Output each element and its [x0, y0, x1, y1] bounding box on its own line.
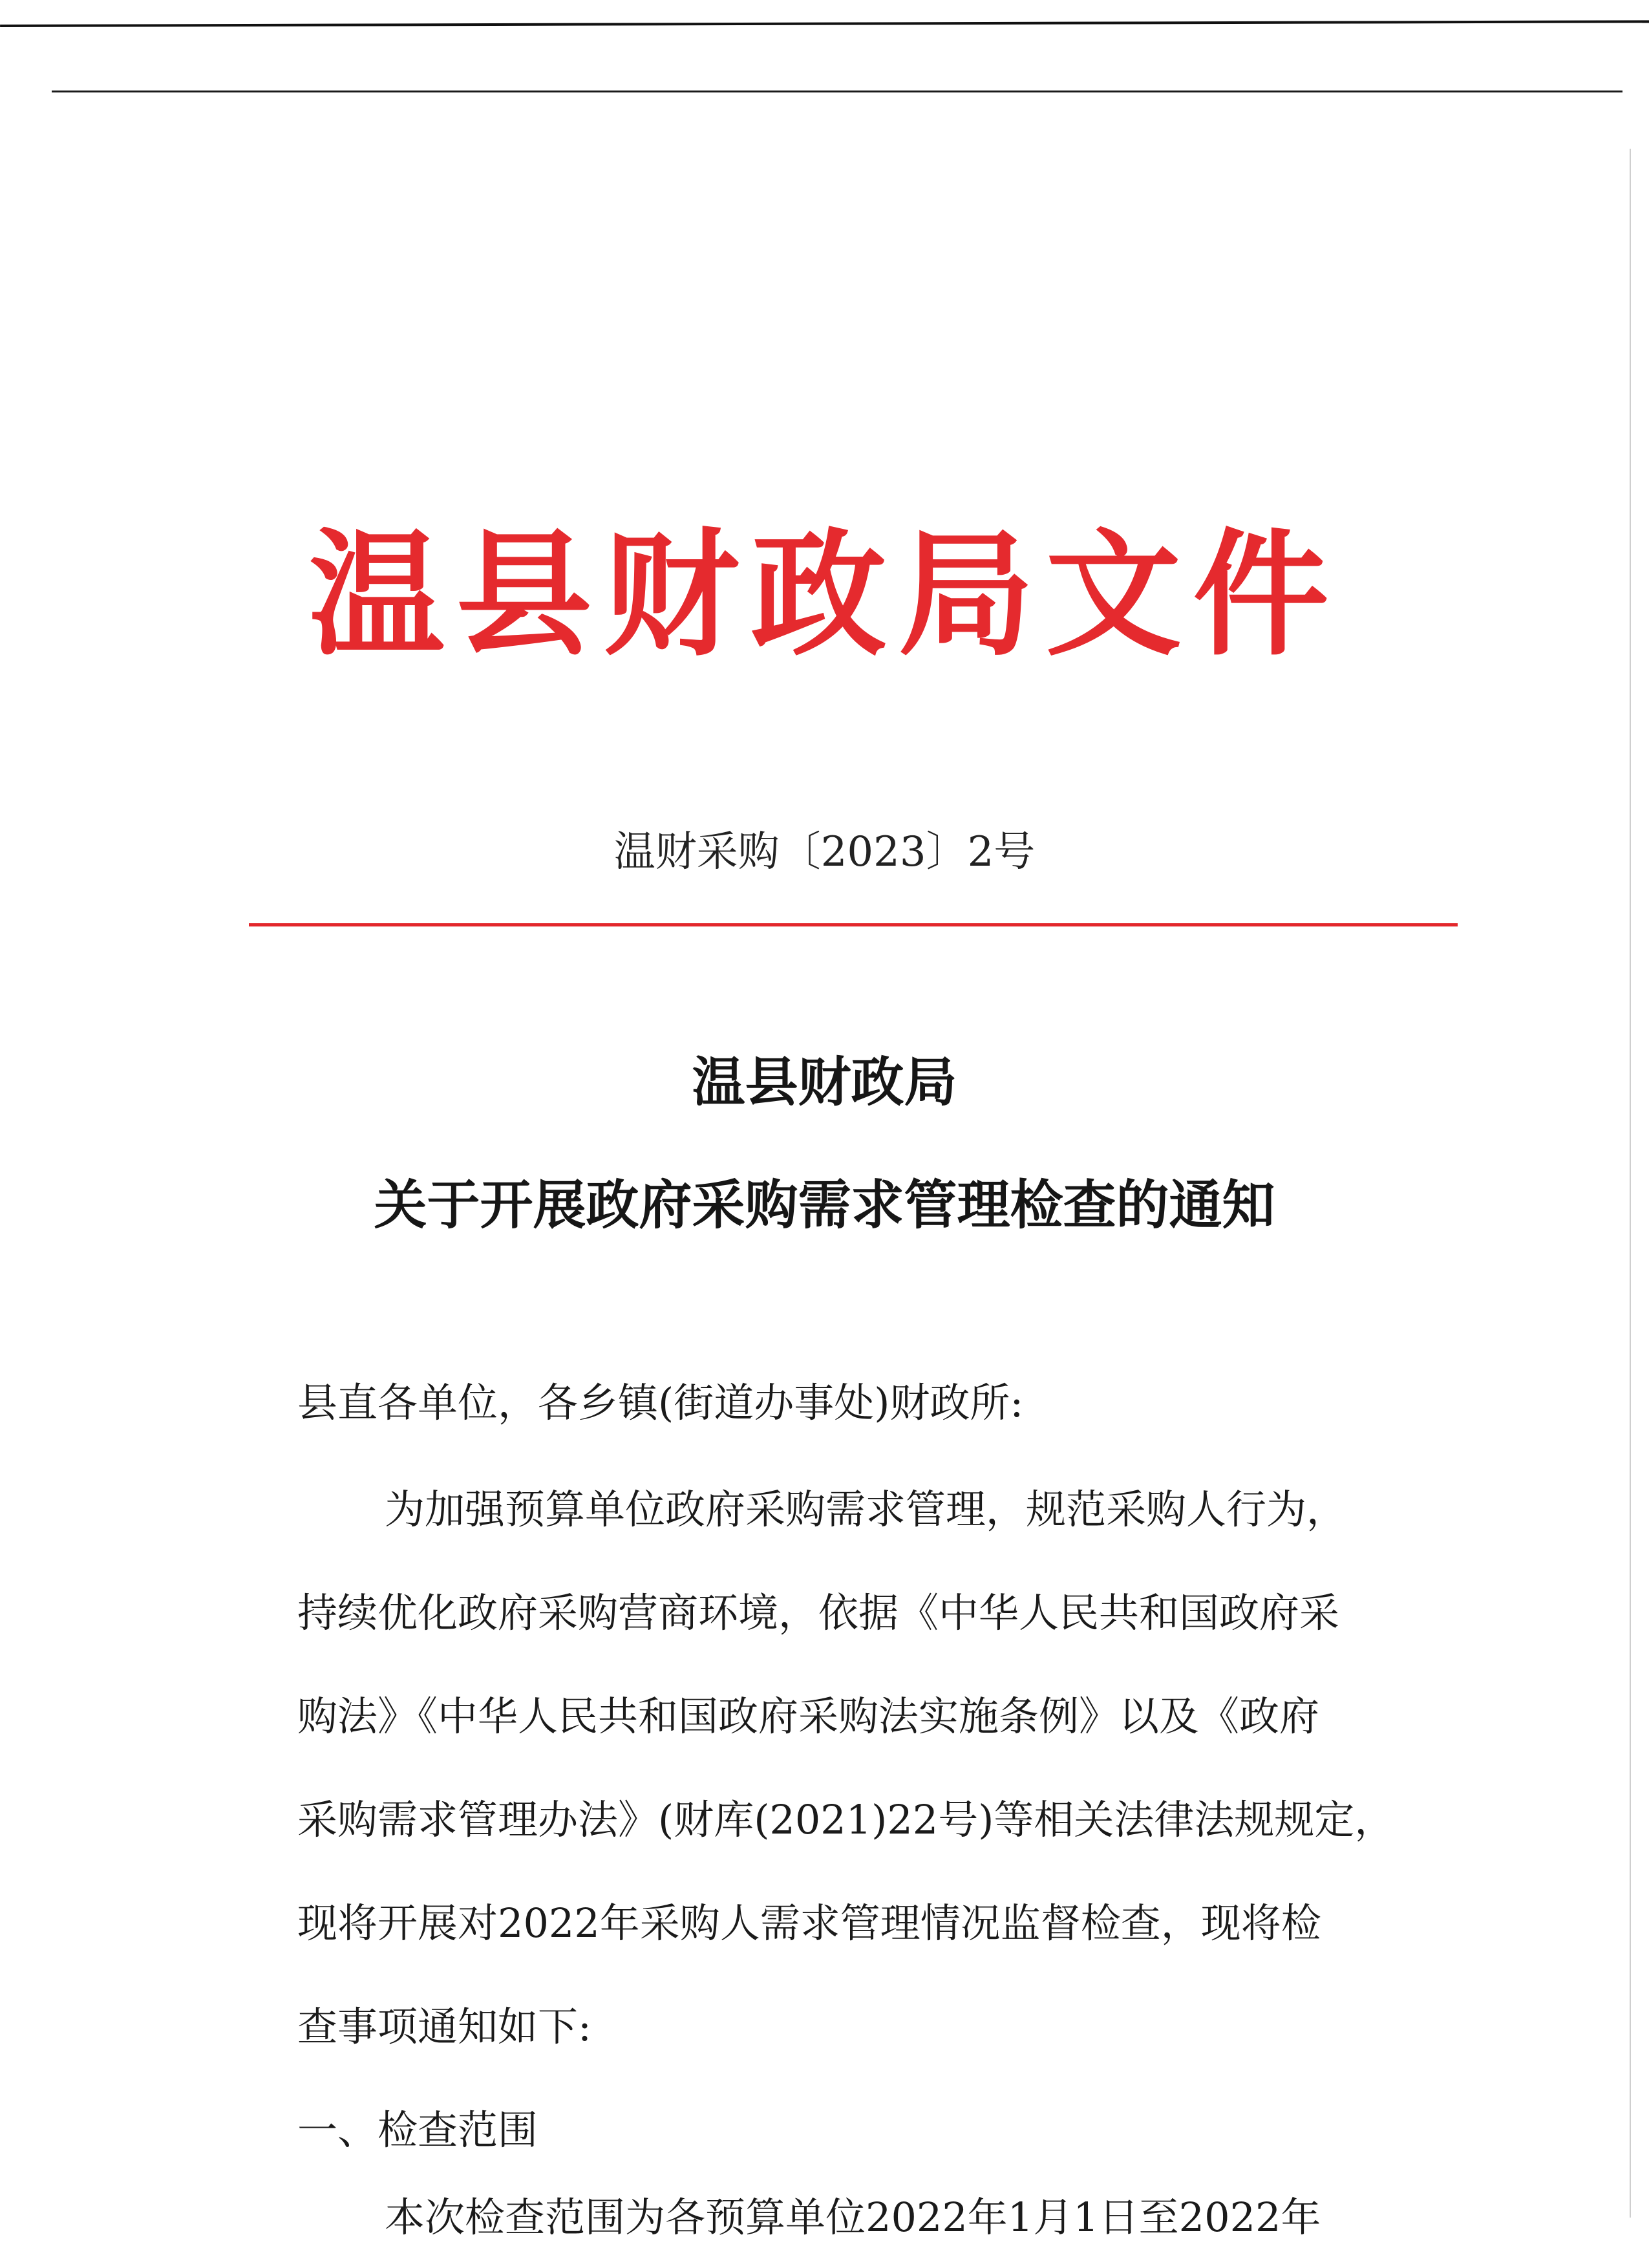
notice-title-line-1: 温县财政局 [692, 1052, 957, 1113]
section-heading: 一、检查范围 [297, 2106, 538, 2154]
paragraph-line: 采购需求管理办法》(财库(2021)22号)等相关法律法规规定， [297, 1796, 1395, 1843]
scan-top-edge [0, 0, 1649, 27]
paragraph-line: 查事项通知如下: [297, 2003, 591, 2050]
document-number: 温财采购〔2023〕2号 [613, 828, 1036, 876]
agency-file-title: 温县财政局文件 [308, 515, 1341, 674]
paragraph-line: 现将开展对2022年采购人需求管理情况监督检查，现将检 [297, 1899, 1321, 1947]
red-separator-rule [249, 923, 1458, 926]
salutation: 县直各单位，各乡镇(街道办事处)财政所: [297, 1379, 1024, 1426]
notice-title-line-2: 关于开展政府采购需求管理检查的通知 [374, 1175, 1275, 1236]
paragraph-line: 持续优化政府采购营商环境，依据《中华人民共和国政府采 [297, 1589, 1340, 1636]
paragraph-line: 本次检查范围为各预算单位2022年1月1日至2022年 [385, 2194, 1321, 2241]
paragraph-line: 为加强预算单位政府采购需求管理，规范采购人行为， [385, 1486, 1347, 1533]
paragraph-line: 购法》《中华人民共和国政府采购法实施条例》以及《政府 [297, 1693, 1320, 1740]
scan-border-line [52, 91, 1622, 92]
